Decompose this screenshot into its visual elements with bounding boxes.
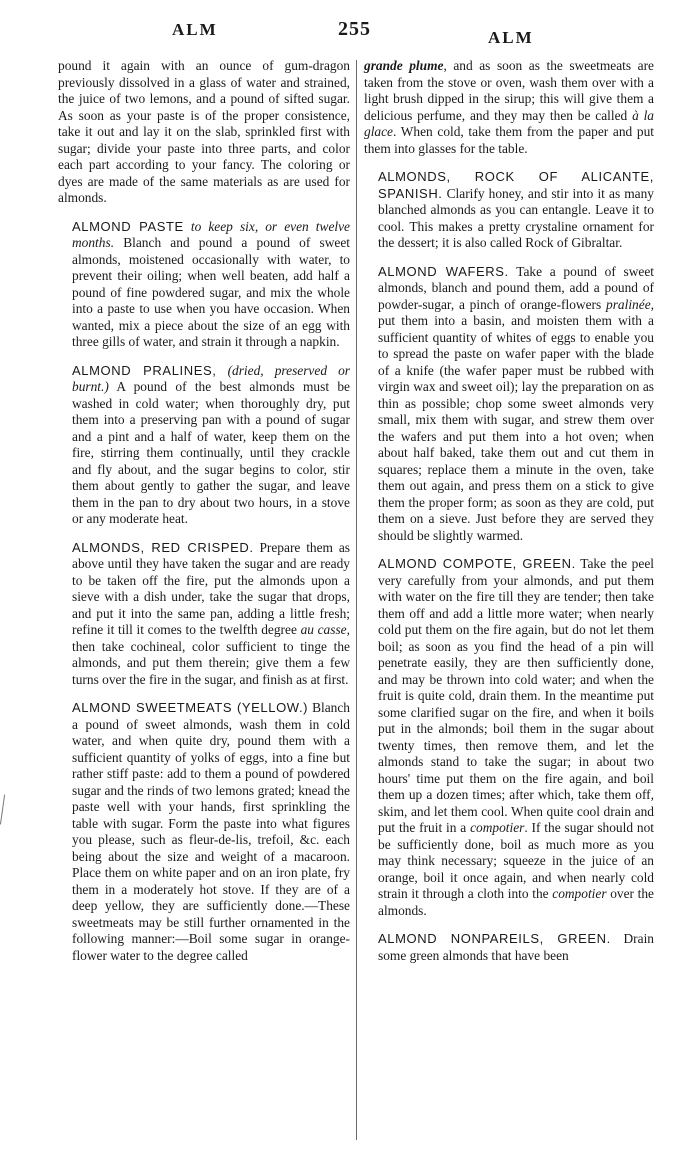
continuation-text: , and as soon as the sweetmeats are taken from the stove or oven, wash them over with a light brush dipped in the sirup; this will give them a delicious perfume, and they may then be called	[364, 58, 654, 123]
entry-body: over the almonds.	[378, 886, 654, 918]
entry-almonds-rock-of-alicante	[364, 169, 654, 252]
entry-title: ALMOND PRALINES,	[72, 362, 217, 378]
continuation-italic: grande plume	[364, 58, 444, 73]
running-head-right: ALM	[488, 28, 534, 47]
entry-body-italic: compotier	[470, 820, 525, 835]
entry-title-italic: (dried, preserved or burnt.)	[72, 362, 350, 394]
entry-body: , then take cochineal, color sufficient to tinge the almonds, and put them therein; give them a few turns over the fire in the sugar, and finish as at first.	[72, 622, 350, 687]
entry-almond-wafers	[364, 264, 654, 545]
margin-pencil-mark	[0, 795, 11, 826]
entry-body: Blanch and pound a pound of sweet almonds, moistened occasionally with water, to prevent their oiling; when well beaten, add half a pound of fine powdered sugar, and mix the whole into a paste to use when you have occasion. When wanted, mix a piece about the size of an egg with three gills of water, and strain it through a napkin.	[72, 235, 350, 349]
continuation-paragraph: pound it again with an ounce of gum-dragon previously dissolved in a glass of water and strained, the juice of two lemons, and a pound of sifted sugar. As soon as your paste is of the proper consistence, take it out and lay it on the slab, sprinkled first with sugar; divide your paste into three parts, and color each part according to your fancy. The coloring or dyes are made of the same materials as are used for almonds.	[58, 58, 350, 205]
entry-almond-pralines	[58, 363, 350, 528]
continuation-paragraph	[364, 58, 654, 157]
page-number: 255	[338, 18, 371, 40]
running-head-left: ALM	[172, 20, 218, 39]
entry-title: ALMOND WAFERS.	[378, 263, 509, 279]
entry-almond-compote-green	[364, 556, 654, 919]
entry-almond-paste	[58, 219, 350, 351]
entry-body: . If the sugar should not be sufficiently done, boil as much more as you may think necessary; squeeze in the juice of an orange, boil it once again, and when nearly cold strain it through a cloth into the	[378, 820, 654, 901]
left-column	[58, 58, 350, 964]
entry-body: , put them into a basin, and moisten them with a sufficient quantity of whites of eggs to enable you to spread the paste on wafer paper with the blade of a knife (the wafer paper must be rubbed with virgin wax and sweet oil); lay the preparation on as thin as possible; chop some sweet almonds very small, mix them with sugar, and strew them over the wafers and put them into a hot oven; when about half baked, take them out and cut them in squares; replace them a minute in the oven, take them out again, and press them on a stick to give them the proper form; as soon as they are cold, put them on a sieve. Just before they are served they should be slightly warmed.	[378, 296, 654, 543]
entry-title: ALMOND NONPAREILS, GREEN.	[378, 931, 611, 946]
right-column	[364, 58, 654, 964]
entry-body: Take a pound of sweet almonds, blanch and pound them, add a pound of powder-sugar, a pinch of orange-flowers	[378, 263, 654, 312]
entry-body: Take the peel very carefully from your almonds, and put them with water on the fire till they are tender; then take them off and add a little more water; when nearly cold put them on the fire again, but do not let them boil; as soon as you find the head of a pin will penetrate easily, they are then sufficiently done, and may be thrown into cold water; and when the fruit is quite cold, drain them. In the meantime put some clarified sugar on the fire, and when it boils put in the almonds; boil them in the sugar about twenty times, then remove them, and let the almonds stand to take the sugar; in about two hours' time put them on the fire again, and boil them up a dozen times; after which, take them off, skim, and let them cool. When quite cool drain and put the fruit in a	[378, 556, 654, 835]
entry-title-italic: to keep six, or even twelve months.	[72, 218, 350, 250]
entry-body: Prepare them as above until they have taken the sugar and are ready to be taken off the fire, put the almonds upon a sieve with a dish under, take the sugar that drops, and put it into the same pan, adding a little fresh; refine it till it comes to the twelfth degree	[72, 539, 350, 637]
entry-body: Blanch a pound of sweet almonds, wash them in cold water, and when quite dry, pound them with a sufficient quantity of yolks of eggs, into a fine but rather stiff paste: add to them a pound of powdered sugar and the rinds of two lemons grated; knead the paste well with your hands, first sprinkling the table with sugar. Form the paste into what figures you please, such as fleur-de-lis, trefoil, &c. each being about the size and weight of a macaroon. Place them on white paper and on an iron plate, fry them in a moderately hot stove. If they are of a deep yellow, they are sufficiently done.—These sweetmeats may be still further ornamented in the following manner:—Boil some sugar in orange-flower water to the degree called	[72, 700, 351, 963]
entry-body-italic: au casse	[300, 622, 347, 637]
entry-almond-sweetmeats	[58, 700, 350, 964]
entry-title: ALMOND PASTE	[72, 218, 184, 234]
continuation-text: . When cold, take them from the paper and put them into glasses for the table.	[364, 124, 654, 156]
entry-body-italic: compotier	[552, 886, 607, 901]
continuation-italic: à la glace	[364, 107, 655, 139]
entry-body: A pound of the best almonds must be washed in cold water; when thoroughly dry, put them into a preserving pan with a pound of sugar and a pint and a half of water, keep them on the fire, stirring them continually, until they crackle and fly about, and the sugar begins to color, stir them about gently to gather the sugar, and leave them in the pan to dry about two hours, in a stove or any moderate heat.	[72, 379, 350, 526]
entry-title: ALMOND COMPOTE, GREEN.	[378, 556, 576, 571]
entry-body-italic: pralinée	[606, 296, 651, 312]
entry-body: Drain some green almonds that have been	[378, 931, 654, 963]
entry-body: Clarify honey, and stir into it as many blanched almonds as you can entangle. Leave it to cool. This makes a pretty crystaline ornament for the dessert; it is also called Rock of Gibraltar.	[378, 185, 654, 250]
entry-title: ALMONDS, ROCK OF ALICANTE, SPANISH.	[378, 169, 654, 201]
entry-title: ALMONDS, RED CRISPED.	[72, 539, 254, 555]
entry-almond-nonpareils-green	[364, 931, 654, 964]
entry-title: ALMOND SWEETMEATS (YELLOW.)	[72, 700, 309, 715]
column-divider	[356, 60, 357, 1140]
running-head	[0, 18, 700, 48]
entry-almonds-red-crisped	[58, 540, 350, 689]
